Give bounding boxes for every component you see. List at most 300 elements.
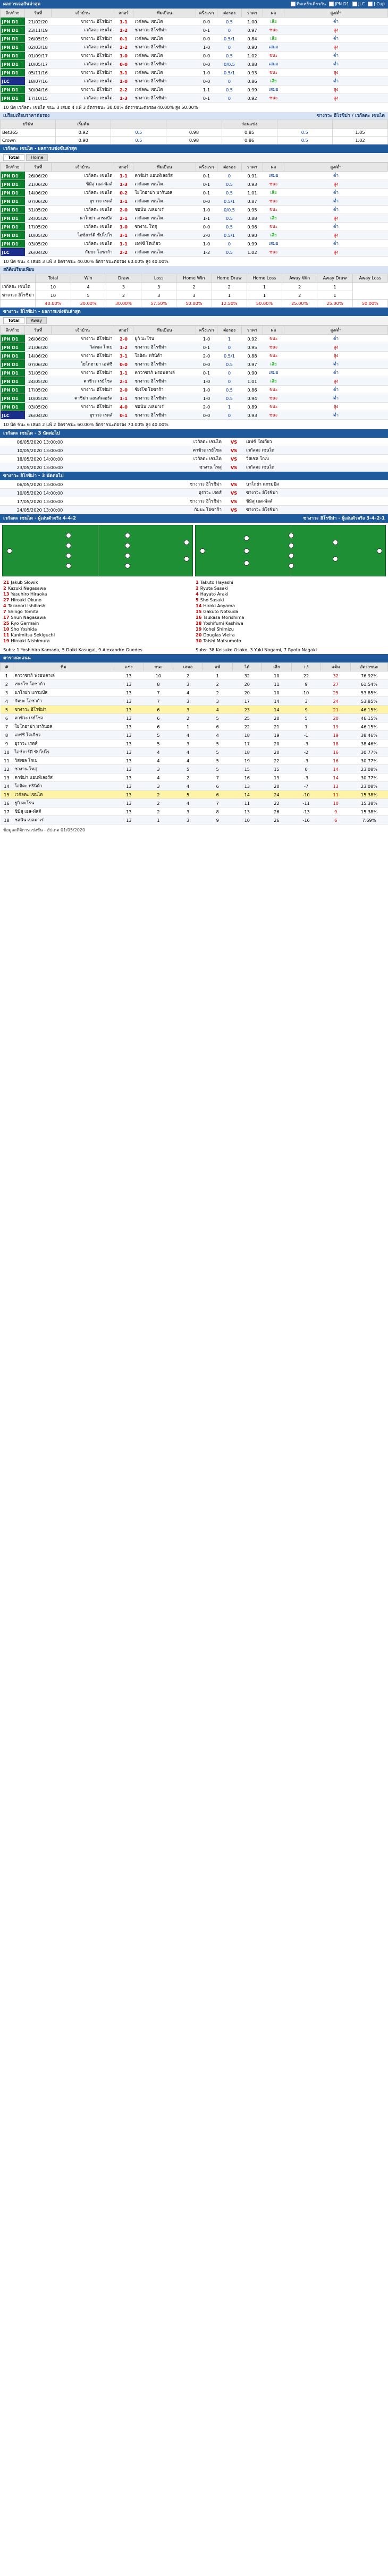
handicap-cell: 0 xyxy=(217,369,242,377)
table-row[interactable] xyxy=(1,807,388,816)
standing-cell: -10 xyxy=(291,790,321,799)
league-cell: JPN D1 xyxy=(1,26,25,35)
standing-cell: 13 xyxy=(114,799,144,807)
away-team-cell: ชอนัน เบลมาเร่ xyxy=(133,206,196,214)
standing-cell: 15 xyxy=(1,790,13,799)
standing-cell: 24 xyxy=(321,697,351,705)
odds-cell: 0.90 xyxy=(242,369,263,377)
stat-cell: 2 xyxy=(212,283,247,291)
handicap-cell: 0.5/1 xyxy=(217,69,242,77)
tab-away[interactable]: Away xyxy=(26,317,47,324)
over-under-cell: สูง xyxy=(284,180,388,189)
result-cell: ชนะ xyxy=(263,352,284,360)
table-row[interactable] xyxy=(1,69,388,77)
table-row[interactable] xyxy=(1,739,388,748)
standing-cell: 13 xyxy=(114,765,144,773)
standing-cell: 25 xyxy=(232,714,262,722)
filter-same-home[interactable]: ทีมเหย้าเดียวกัน xyxy=(291,0,326,8)
standing-cell: 13 xyxy=(114,671,144,680)
odds-cell: 0.97 xyxy=(242,26,263,35)
player-name: Takuto Hayashi xyxy=(200,580,233,585)
standing-cell: 13 xyxy=(114,739,144,748)
tab-total[interactable]: Total xyxy=(3,317,24,324)
standing-cell: 10 xyxy=(262,688,292,697)
table-row[interactable] xyxy=(1,172,388,180)
standing-cell: 13 xyxy=(114,705,144,714)
stat-cell: 30.00% xyxy=(71,300,106,308)
stat-cell: 1 xyxy=(247,283,282,291)
table-row[interactable] xyxy=(1,790,388,799)
table-row[interactable] xyxy=(1,773,388,782)
home-team-cell: เวกัลตะ เซนได xyxy=(52,189,114,197)
over-under-cell: ต่ำ xyxy=(284,206,388,214)
result-cell: เสีย xyxy=(263,77,284,86)
away-team-cell: ซางาวะ ฮิโรชิม่า xyxy=(133,394,196,403)
table-row[interactable] xyxy=(1,688,388,697)
league-cell: JPN D1 xyxy=(1,172,25,180)
standing-cell: -3 xyxy=(291,756,321,765)
handicap-cell: 0.5 xyxy=(217,223,242,231)
date-cell: 24/05/2020 13:00:00 xyxy=(0,506,80,514)
away-team-cell: ชอนัน เบลมาเร่ xyxy=(133,403,196,411)
table-row[interactable] xyxy=(1,697,388,705)
recent-home-tabs xyxy=(0,153,388,163)
home-team-cell: ไอซ์ฮาร์ดี ซัปโปโร xyxy=(52,231,114,240)
tab-home[interactable]: Home xyxy=(26,154,48,161)
over-under-cell: ต่ำ xyxy=(284,240,388,248)
table-row[interactable] xyxy=(1,756,388,765)
standing-table xyxy=(0,662,388,824)
odds-cell: 0.5 xyxy=(111,137,166,144)
standing-cell: -2 xyxy=(291,748,321,756)
league-cell: JPN D1 xyxy=(1,403,25,411)
player-name: Kazuki Nagasawa xyxy=(7,585,46,591)
result-cell: เสีย xyxy=(263,18,284,26)
odds-cell: 0.98 xyxy=(166,137,222,144)
column-header: ราคา xyxy=(242,326,263,335)
date-cell: 10/05/2020 13:00:00 xyxy=(0,446,80,455)
standing-cell: คาชิม่า แอนท์เลอร์ส xyxy=(13,773,114,782)
column-header: แพ้ xyxy=(203,663,232,671)
table-row[interactable] xyxy=(1,231,388,240)
home-team-cell: เวกัลตะ เซนได xyxy=(80,438,223,446)
column-header: เจ้าบ้าน xyxy=(52,9,114,18)
handicap-cell: 0 xyxy=(217,26,242,35)
home-team-cell: เวกัลตะ เซนได xyxy=(52,77,114,86)
player-marker xyxy=(125,553,130,558)
stat-cell: 3 xyxy=(176,291,212,300)
table-row[interactable] xyxy=(1,782,388,790)
table-row[interactable] xyxy=(0,489,388,497)
home-team-cell: โยโกฮาม่า เอฟซี xyxy=(52,360,114,369)
standing-cell: 16 xyxy=(321,756,351,765)
player-name: Hiroki Aoyama xyxy=(203,603,235,608)
standing-cell: 17 xyxy=(232,739,262,748)
player-marker xyxy=(289,543,294,548)
table-row[interactable] xyxy=(1,43,388,52)
standing-cell: 4 xyxy=(203,705,232,714)
player-number: 21 xyxy=(3,580,10,585)
home-team-cell: เวกัลตะ เซนได xyxy=(52,223,114,231)
date-cell: 10/05/20 xyxy=(25,231,52,240)
away-team-cell: คาวาซากิ ฟรอนตาเล่ xyxy=(133,369,196,377)
standing-cell: 14 xyxy=(232,790,262,799)
checkbox-icon[interactable] xyxy=(368,2,373,6)
standing-cell: 18 xyxy=(1,816,13,824)
table-row[interactable] xyxy=(1,26,388,35)
score-cell: 2-1 xyxy=(114,377,133,386)
league-cell: JLC xyxy=(1,411,25,420)
table-row xyxy=(1,129,388,137)
half-time-cell: 0-1 xyxy=(196,180,217,189)
player-number: 1 xyxy=(196,580,199,585)
standing-cell: -3 xyxy=(291,739,321,748)
handicap-cell: 0.5/1 xyxy=(217,352,242,360)
result-cell: ชนะ xyxy=(263,69,284,77)
handicap-cell: 1 xyxy=(217,335,242,343)
standing-cell: 24 xyxy=(262,790,292,799)
standing-cell: 2 xyxy=(173,671,203,680)
table-row[interactable] xyxy=(1,705,388,714)
standing-cell: 20 xyxy=(262,714,292,722)
odds-cell: 0.90 xyxy=(242,43,263,52)
league-cell: JLC xyxy=(1,248,25,257)
standing-cell: 20 xyxy=(232,688,262,697)
table-row[interactable] xyxy=(1,722,388,731)
half-time-cell: 0-1 xyxy=(196,172,217,180)
date-cell: 26/06/20 xyxy=(25,335,52,343)
standing-cell: 14 xyxy=(262,697,292,705)
column-header: ราคา xyxy=(242,9,263,18)
half-time-cell: 0-0 xyxy=(196,223,217,231)
result-cell: ชนะ xyxy=(263,335,284,343)
table-row[interactable] xyxy=(1,352,388,360)
table-row[interactable] xyxy=(1,731,388,739)
standing-cell: 3 xyxy=(173,697,203,705)
odds-cell: 1.01 xyxy=(242,189,263,197)
result-cell: ชนะ xyxy=(263,403,284,411)
table-row[interactable] xyxy=(1,240,388,248)
player-name: Hiroaki Okuno xyxy=(11,597,41,602)
standing-cell: 19 xyxy=(262,773,292,782)
table-row[interactable] xyxy=(1,86,388,94)
bench-home: Subs: 1 Yoshihiro Kamada, 5 Daiki Kasugai, 9 Alexandre Guedes xyxy=(3,647,142,652)
home-team-cell: อุราวะ เรดส์ xyxy=(80,489,223,497)
away-team-cell: เวกัลตะ เซนได xyxy=(244,446,388,455)
table-row[interactable] xyxy=(0,497,388,506)
table-row[interactable] xyxy=(0,463,388,472)
odds-cell: 0.98 xyxy=(166,129,222,137)
player-number: 13 xyxy=(3,591,10,597)
score-cell: 1-1 xyxy=(114,240,133,248)
standing-cell: 13 xyxy=(114,697,144,705)
table-row[interactable] xyxy=(1,335,388,343)
player-marker xyxy=(377,548,382,554)
stat-cell: เวกัลตะ เซนได xyxy=(1,283,36,291)
table-row[interactable] xyxy=(1,386,388,394)
odds-cell: 0.88 xyxy=(242,60,263,69)
standing-cell: 14 xyxy=(321,773,351,782)
half-time-cell: 0-1 xyxy=(196,343,217,352)
table-row[interactable] xyxy=(1,403,388,411)
score-cell: 1-1 xyxy=(114,394,133,403)
result-cell: เสมอ xyxy=(263,240,284,248)
table-row[interactable] xyxy=(1,799,388,807)
table-row[interactable] xyxy=(1,343,388,352)
player-marker xyxy=(66,533,71,538)
standing-cell: 38.46% xyxy=(351,731,388,739)
column-header: สูง/ต่ำ xyxy=(284,326,388,335)
home-team-cell: กัมบะ โอซาก้า xyxy=(80,506,223,514)
standing-cell: 17 xyxy=(232,697,262,705)
table-row[interactable] xyxy=(1,94,388,103)
pitch-area xyxy=(0,523,388,579)
standing-cell: 13 xyxy=(114,680,144,688)
half-time-cell: 0-0 xyxy=(196,60,217,69)
score-cell: 0-2 xyxy=(114,189,133,197)
score-cell: 1-2 xyxy=(114,26,133,35)
standing-cell: 25 xyxy=(321,688,351,697)
table-row[interactable] xyxy=(0,506,388,514)
stat-cell: 50.00% xyxy=(176,300,212,308)
standing-cell: 7 xyxy=(203,773,232,782)
result-cell: ชนะ xyxy=(263,94,284,103)
score-cell: 0-0 xyxy=(114,360,133,369)
tab-total[interactable]: Total xyxy=(3,154,24,161)
table-row[interactable] xyxy=(0,480,388,489)
standing-cell: 4 xyxy=(173,799,203,807)
player-marker xyxy=(244,548,249,554)
filter-jlc[interactable]: JLC xyxy=(352,0,365,8)
standing-cell: ไอซ์ฮาร์ดี ซัปโปโร xyxy=(13,748,114,756)
stat-cell: 3 xyxy=(141,283,176,291)
player-item xyxy=(196,615,385,620)
table-row[interactable] xyxy=(1,816,388,824)
checkbox-icon[interactable] xyxy=(291,2,296,6)
player-number: 17 xyxy=(3,615,10,620)
stat-cell: 25.00% xyxy=(317,300,352,308)
result-cell: เสีย xyxy=(263,189,284,197)
table-row[interactable] xyxy=(1,248,388,257)
column-header: ผล xyxy=(263,326,284,335)
score-cell: 1-1 xyxy=(114,172,133,180)
league-cell: JPN D1 xyxy=(1,94,25,103)
standing-cell: 9 xyxy=(203,816,232,824)
score-cell: 2-0 xyxy=(114,206,133,214)
standing-cell: 7 xyxy=(144,697,173,705)
table-row[interactable] xyxy=(1,189,388,197)
over-under-cell: ต่ำ xyxy=(284,394,388,403)
stat-cell: 1 xyxy=(317,283,352,291)
player-name: Sho Yoshida xyxy=(11,626,37,632)
filter-jpn-d1[interactable]: JPN D1 xyxy=(329,0,349,8)
stat-cell: 50.00% xyxy=(352,300,387,308)
table-row[interactable] xyxy=(1,714,388,722)
league-cell: JPN D1 xyxy=(1,360,25,369)
score-cell: 1-0 xyxy=(114,52,133,60)
stat-cell: 50.00% xyxy=(247,300,282,308)
column-header: ทีมเยือน xyxy=(133,163,196,172)
column-header: Home Draw xyxy=(212,274,247,283)
pitch-home xyxy=(2,525,193,576)
standing-cell: 6 xyxy=(203,790,232,799)
table-row[interactable] xyxy=(1,77,388,86)
table-row[interactable] xyxy=(1,52,388,60)
footer-note: ข้อมูลสถิติการแข่งขัน - อัปเดต 01/05/2020 xyxy=(3,828,86,832)
column-header: Total xyxy=(36,274,71,283)
table-row[interactable] xyxy=(1,748,388,756)
date-cell: 31/05/20 xyxy=(25,206,52,214)
table-row[interactable] xyxy=(1,671,388,680)
standing-cell: 10 xyxy=(291,688,321,697)
standing-cell: 16 xyxy=(1,799,13,807)
half-time-cell: 2-0 xyxy=(196,403,217,411)
column-header: ราคา xyxy=(242,163,263,172)
player-number: 16 xyxy=(196,615,202,620)
player-number: 20 xyxy=(196,632,202,637)
standing-cell: ชอนัน เบลมาเร่ xyxy=(13,816,114,824)
standing-cell: 2 xyxy=(144,790,173,799)
table-row[interactable] xyxy=(1,765,388,773)
over-under-cell: สูง xyxy=(284,26,388,35)
date-cell: 24/05/20 xyxy=(25,377,52,386)
over-under-cell: สูง xyxy=(284,214,388,223)
table-row xyxy=(1,300,388,308)
standing-cell: 4 xyxy=(173,688,203,697)
result-cell: ชนะ xyxy=(263,223,284,231)
stat-cell: 5 xyxy=(71,291,106,300)
half-time-cell: 0-1 xyxy=(196,189,217,197)
home-team-cell: ซางาวะ ฮิโรชิม่า xyxy=(52,386,114,394)
standing-cell: 9 xyxy=(321,807,351,816)
checkbox-icon[interactable] xyxy=(352,2,357,6)
table-row[interactable] xyxy=(0,446,388,455)
league-cell: JPN D1 xyxy=(1,35,25,43)
standing-cell: 18 xyxy=(232,748,262,756)
away-team-cell: เวกัลตะ เซนได xyxy=(133,52,196,60)
table-row[interactable] xyxy=(1,223,388,231)
standing-cell: 2 xyxy=(173,714,203,722)
home-team-cell: ซางาวะ ฮิโรชิม่า xyxy=(52,35,114,43)
standing-cell: 8 xyxy=(144,680,173,688)
handicap-cell: 0.5 xyxy=(217,248,242,257)
table-row[interactable] xyxy=(1,377,388,386)
recent-home-title: เวกัลตะ เซนได - ผลการแข่งขันล่าสุด xyxy=(3,146,77,151)
standing-cell: 4 xyxy=(173,756,203,765)
column-header: Away Draw xyxy=(317,274,352,283)
recent-home-header xyxy=(0,144,388,153)
league-cell: JPN D1 xyxy=(1,377,25,386)
home-team-cell: อุราวะ เรดส์ xyxy=(52,411,114,420)
table-row[interactable] xyxy=(1,214,388,223)
player-number: 4 xyxy=(196,591,199,597)
table-row[interactable] xyxy=(1,360,388,369)
standing-cell: 20 xyxy=(232,680,262,688)
date-cell: 17/05/2020 13:00:00 xyxy=(0,497,80,506)
table-row[interactable] xyxy=(1,180,388,189)
handicap-cell: 0.5 xyxy=(217,214,242,223)
player-item xyxy=(3,603,192,609)
odds-cell: Crown xyxy=(1,137,56,144)
home-team-cell: อุราวะ เรดส์ xyxy=(52,197,114,206)
table-row[interactable] xyxy=(1,394,388,403)
table-row[interactable] xyxy=(0,438,388,446)
table-row[interactable] xyxy=(1,60,388,69)
checkbox-icon[interactable] xyxy=(329,2,334,6)
home-team-cell: ซางาวะ ฮิโรชิม่า xyxy=(52,52,114,60)
vs-cell: VS xyxy=(223,506,244,514)
table-row xyxy=(1,137,388,144)
table-row[interactable] xyxy=(1,206,388,214)
column-header: Home Loss xyxy=(247,274,282,283)
standing-cell: 3 xyxy=(203,697,232,705)
result-cell: ชนะ xyxy=(263,52,284,60)
table-row[interactable] xyxy=(1,369,388,377)
half-time-cell: 0-0 xyxy=(196,360,217,369)
standing-cell: 13 xyxy=(114,773,144,782)
table-row[interactable] xyxy=(1,18,388,26)
player-marker xyxy=(289,553,294,558)
table-row[interactable] xyxy=(1,680,388,688)
over-under-cell: ต่ำ xyxy=(284,197,388,206)
standing-cell: 7.69% xyxy=(351,816,388,824)
column-header: วันที่ xyxy=(25,9,52,18)
over-under-cell: ต่ำ xyxy=(284,189,388,197)
handicap-cell: 0.5/1 xyxy=(217,231,242,240)
away-team-cell: ซางาวะ ฮิโรชิม่า xyxy=(133,43,196,52)
table-row[interactable] xyxy=(1,197,388,206)
filter-jcup[interactable]: J Cup xyxy=(368,0,385,8)
standing-cell: 7 xyxy=(203,799,232,807)
odds-cell: 0.90 xyxy=(56,137,111,144)
table-row[interactable] xyxy=(1,411,388,420)
half-time-cell: 1-0 xyxy=(196,377,217,386)
player-name: Gakuto Notsuda xyxy=(203,609,239,614)
standing-cell: 9 xyxy=(291,705,321,714)
player-name: Jakub Slowik xyxy=(11,580,38,585)
score-cell: 1-1 xyxy=(114,18,133,26)
date-cell: 10/05/20 xyxy=(25,394,52,403)
over-under-cell: สูง xyxy=(284,343,388,352)
standing-cell: 4 xyxy=(173,782,203,790)
home-team-cell: คาชิวะ เรย์โซล xyxy=(80,446,223,455)
table-row[interactable] xyxy=(1,35,388,43)
player-number: 30 xyxy=(196,638,202,643)
standing-cell: 20 xyxy=(262,739,292,748)
standing-cell: 9 xyxy=(1,739,13,748)
table-row[interactable] xyxy=(0,455,388,463)
handicap-cell: 0 xyxy=(217,94,242,103)
player-marker xyxy=(289,533,294,538)
column-header: วันที่ xyxy=(25,326,52,335)
vs-cell: VS xyxy=(223,497,244,506)
odds-cell: 0.92 xyxy=(242,94,263,103)
over-under-cell: ต่ำ xyxy=(284,335,388,343)
over-under-cell: สูง xyxy=(284,69,388,77)
standing-cell: 7 xyxy=(1,722,13,731)
player-number: 14 xyxy=(196,603,202,608)
column-header: ลีก/ถ้วย xyxy=(1,9,25,18)
player-marker xyxy=(125,563,130,568)
standing-cell: 6 xyxy=(203,722,232,731)
standing-cell: 3 xyxy=(144,765,173,773)
standing-cell: 15.38% xyxy=(351,799,388,807)
handicap-cell: 0/0.5 xyxy=(217,206,242,214)
standing-cell: 3 xyxy=(173,807,203,816)
odds-cell: 0.92 xyxy=(56,129,111,137)
standing-cell: 10 xyxy=(144,671,173,680)
standing-cell: 27 xyxy=(321,680,351,688)
